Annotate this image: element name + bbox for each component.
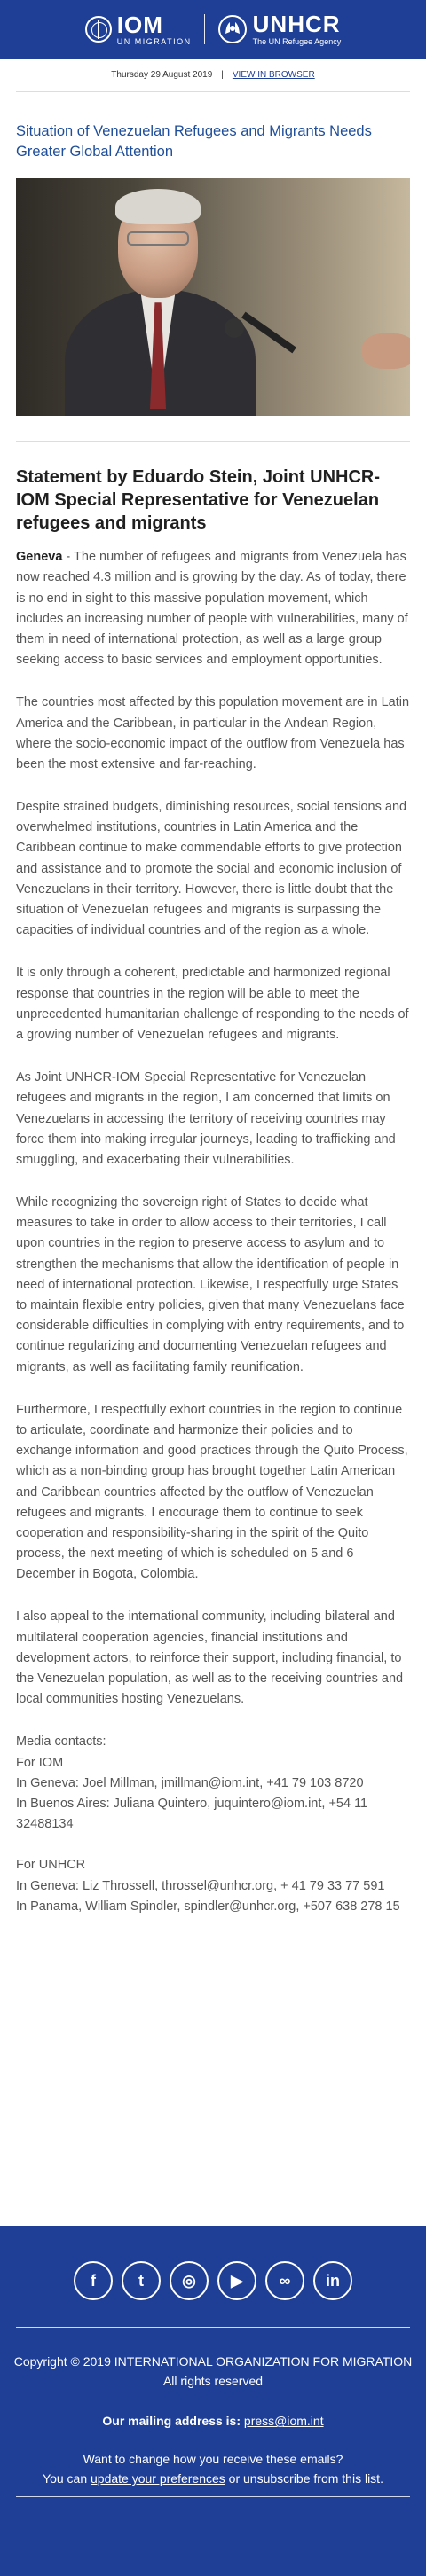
statement-body	[16, 547, 410, 1710]
un-globe-icon	[85, 16, 112, 43]
speaker-photo	[16, 178, 410, 416]
mailing-email-link[interactable]: press@iom.int	[243, 2414, 324, 2429]
paragraph: While recognizing the sovereign right of States to decide what measures to take in order to allow access to their territories, I call upon countries in the region to preserve access to asylum and to strengthen the mechanisms that allow the identification of people in need of international protection. Likewise, I respectfully urge States to maintain flexible entry policies, given that many Venezuelans face considerable difficulties in complying with entry requirements, and to continue regularizing and documenting Venezuelan refugees and migrants, as well as facilitating family reunification.	[16, 1195, 405, 1374]
dateline-separator: |	[221, 70, 224, 80]
paragraph: Furthermore, I respectfully exhort countries in the region to continue to articulate, coordinate and harmonize their policies and to exchange information and good practices through the Quito Process, which as a non-binding group has brought together Latin American and Caribbean countries affected by the outflow of Venezuelan refugees and migrants. I encourage them to continue to seek cooperation and responsibility-sharing in the spirit of the Quito process, the next meeting of which is scheduled on 5 and 6 December in Bogota, Colombia.	[16, 1402, 408, 1582]
paragraph: It is only through a coherent, predictable and harmonized regional response that countries in the region will be able to meet the unprecedented humanitarian challenge of responding to the needs of a growing number of Venezuelan refugees and migrants.	[16, 966, 409, 1042]
iom-contact-label: For IOM	[16, 1755, 64, 1770]
paragraph: I also appeal to the international community, including bilateral and multilateral cooperation agencies, financial institutions and development actors, to reinforce their support, including financial, to the Venezuelan population, as well as to the receiving countries and local communities hosting Venezuelans.	[16, 1609, 404, 1707]
unhcr-logo[interactable]	[217, 12, 342, 46]
facebook-icon[interactable]: f	[74, 2261, 113, 2300]
link-icon[interactable]: ∞	[265, 2261, 304, 2300]
footer-divider	[16, 2327, 410, 2328]
unhcr-panama-contact: In Panama, William Spindler, spindler@unhcr.org, +507 638 278 15	[16, 1899, 400, 1914]
unhcr-contact-label: For UNHCR	[16, 1858, 86, 1873]
contacts-heading: Media contacts:	[16, 1734, 106, 1750]
twitter-icon[interactable]: t	[122, 2261, 161, 2300]
paragraph: The countries most affected by this population movement are in Latin America and the Caribbean, in particular in the Andean Region, where the socio-economic impact of the outflow from Venezuela has been the most extensive and far-reaching.	[16, 695, 410, 771]
paragraph: As Joint UNHCR-IOM Special Representative for Venezuelan refugees and migrants in the region, I am concerned that limits on Venezuelans in accessing the territory of receiving countries may force them into making irregular journeys, leading to trafficking and smuggling, and exacerbating their vulnerabilities.	[16, 1070, 396, 1167]
statement-headline: Statement by Eduardo Stein, Joint UNHCR-IOM Special Representative for Venezuelan refugees and migrants	[16, 467, 381, 534]
iom-logo-text: IOM	[116, 11, 163, 38]
unhcr-geneva-contact: In Geneva: Liz Throssell, throssel@unhcr.org, + 41 79 33 77 591	[16, 1878, 385, 1893]
dateline-location: Geneva	[16, 550, 63, 565]
header-divider	[204, 14, 205, 44]
email-preferences: Want to change how you receive these emails? You can update your preferences or unsubscribe from this list.	[43, 2452, 383, 2486]
update-preferences-link[interactable]: update your preferences	[91, 2471, 225, 2486]
paragraph: Geneva - The number of refugees and migrants from Venezuela has now reached 4.3 million and is growing by the day. As of today, there is no end in sight to this massive population movement, which includes an increasing number of people with vulnerabilities, many of them in need of international protection, as well as a large group seeking access to basic services and employment opportunities.	[16, 550, 408, 668]
media-contacts	[16, 1732, 410, 1917]
view-in-browser-link[interactable]: VIEW IN BROWSER	[232, 70, 315, 80]
mailing-address: Our mailing address is: press@iom.int	[102, 2414, 324, 2429]
email-content	[0, 121, 426, 1946]
email-header	[0, 0, 426, 59]
instagram-icon[interactable]: ◎	[170, 2261, 209, 2300]
email-footer	[0, 2226, 426, 2576]
copyright-notice: Copyright © 2019 INTERNATIONAL ORGANIZATION FOR MIGRATION All rights reserved	[13, 2354, 413, 2388]
dateline-bar	[16, 59, 410, 92]
send-date: Thursday 29 August 2019	[111, 70, 213, 80]
paragraph: Despite strained budgets, diminishing resources, social tensions and overwhelmed institutions, countries in Latin America and the Caribbean continue to make commendable efforts to give protection and assistance and to promote the social and economic inclusion of Venezuelans in their territory. However, there is little doubt that the situation of Venezuelan refugees and migrants is surpassing the capacities of individual countries and of the region as a whole.	[16, 800, 407, 938]
email-subject: Situation of Venezuelan Refugees and Migrants Needs Greater Global Attention	[16, 123, 372, 161]
iom-geneva-contact: In Geneva: Joel Millman, jmillman@iom.int, +41 79 103 8720	[16, 1775, 364, 1790]
footer-divider	[16, 2496, 410, 2497]
unhcr-hands-icon	[217, 14, 248, 44]
linkedin-icon[interactable]: in	[313, 2261, 352, 2300]
iom-logo[interactable]	[85, 13, 192, 46]
iom-tagline: UN MIGRATION	[116, 36, 192, 46]
section-divider	[16, 441, 410, 442]
unhcr-tagline: The UN Refugee Agency	[252, 37, 342, 46]
unhcr-logo-text: UNHCR	[252, 11, 341, 37]
youtube-icon[interactable]: ▶	[217, 2261, 256, 2300]
iom-buenos-aires-contact: In Buenos Aires: Juliana Quintero, juquintero@iom.int, +54 11 32488134	[16, 1796, 368, 1832]
social-links	[0, 2261, 426, 2300]
